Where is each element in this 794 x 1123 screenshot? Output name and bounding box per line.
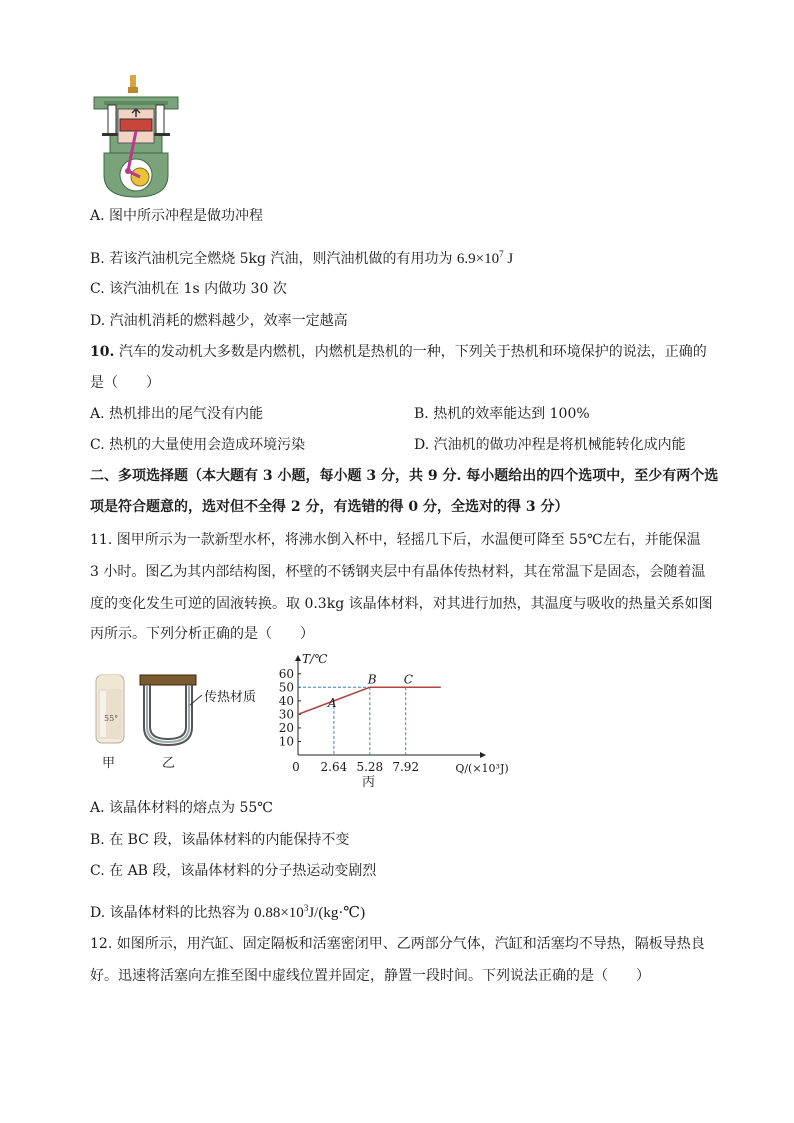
- q11-d-exponent: 3: [303, 903, 309, 913]
- y-tick-label: 40: [278, 693, 294, 708]
- q12-stem-line1: 12. 如图所示，用汽缸、固定隔板和活塞密闭甲、乙两部分气体，汽缸和活塞均不导热，隔板导热良: [90, 936, 705, 952]
- y-tick-label: 10: [278, 734, 294, 749]
- q11-option-a: A. 该晶体材料的熔点为 55℃: [90, 800, 273, 816]
- cup-figure: [96, 675, 124, 743]
- temperature-series-line: [298, 687, 441, 714]
- q10-option-c: C. 热机的大量使用会造成环境污染: [90, 437, 306, 453]
- figure-jia-label: 甲: [102, 756, 116, 771]
- spark-plug-icon: [130, 75, 136, 89]
- x-tick-label: 5.28: [356, 760, 384, 774]
- y-axis-label: T/℃: [302, 652, 328, 666]
- q9-option-b: [90, 244, 513, 269]
- q9-option-b-value: [457, 251, 513, 267]
- q11-option-d-value: [254, 905, 365, 921]
- point-label-a: A: [327, 695, 337, 710]
- q11-stem-line4: 丙所示。下列分析正确的是（ ）: [90, 626, 314, 642]
- temperature-heat-chart: [279, 652, 509, 775]
- q10-stem-line1: [90, 342, 707, 362]
- engine-cylinder-figure: [90, 75, 182, 200]
- q11-d-unit: J/(kg·℃): [308, 905, 366, 921]
- y-tick-label: 20: [278, 720, 294, 735]
- point-label-c: C: [403, 672, 413, 687]
- cup-structure-figure: [140, 675, 202, 745]
- q10-stem-line2: 是（ ）: [90, 375, 160, 391]
- y-tick-label: 60: [278, 666, 294, 681]
- q9-b-unit: J: [507, 251, 514, 267]
- q9-option-c: C. 该汽油机在 1s 内做功 30 次: [90, 281, 287, 297]
- q11-stem-line2: 3 小时。图乙为其内部结构图，杯壁的不锈钢夹层中有晶体传热材料，其在常温下是固态，会随着温: [90, 564, 706, 580]
- q10-number: 10.: [90, 344, 115, 360]
- material-label: 传热材质: [204, 690, 257, 705]
- x-axis-label: Q/(×10³J): [455, 762, 509, 775]
- q11-stem-line3: 度的变化发生可逆的固液转换。取 0.3kg 该晶体材料，对其进行加热，其温度与吸收的热量关系如图: [90, 596, 713, 612]
- x-tick-label: 7.92: [392, 760, 420, 774]
- section2-heading-line2: 项是符合题意的，选对但不全得 2 分，有选错的得 0 分，全选对的得 3 分）: [90, 499, 569, 515]
- q10-stem-text: 汽车的发动机大多数是内燃机，内燃机是热机的一种，下列关于热机和环境保护的说法，正确的: [118, 344, 707, 360]
- q11-option-d-text: D. 该晶体材料的比热容为: [90, 905, 250, 921]
- x-axis-arrow-icon: [480, 752, 486, 758]
- q11-option-d: [90, 898, 365, 923]
- q10-option-a: A. 热机排出的尾气没有内能: [90, 406, 264, 422]
- q12-stem-line2: 好。迅速将活塞向左推至图中虚线位置并固定，静置一段时间。下列说法正确的是（ ）: [90, 968, 650, 984]
- q9-option-d: D. 汽油机消耗的燃料越少，效率一定越高: [90, 313, 348, 329]
- q9-b-mantissa: 6.9×10: [456, 251, 500, 267]
- y-axis-arrow-icon: [295, 655, 301, 661]
- x-tick-label: 0: [292, 760, 300, 774]
- q11-figure: [90, 645, 509, 790]
- q11-option-c: C. 在 AB 段，该晶体材料的分子热运动变剧烈: [90, 863, 377, 879]
- figure-yi-label: 乙: [162, 756, 176, 771]
- q10-option-b: B. 热机的效率能达到 100%: [414, 406, 590, 422]
- cup-label: 55°: [104, 714, 119, 723]
- q9-b-exponent: 7: [499, 249, 504, 259]
- point-label-b: B: [367, 672, 377, 687]
- figure-bing-label: 丙: [362, 775, 376, 790]
- q11-stem-line1: 11. 图甲所示为一款新型水杯，将沸水倒入杯中，轻摇几下后，水温便可降至 55℃左右，并能保温: [90, 532, 701, 548]
- y-tick-label: 30: [278, 707, 294, 722]
- x-tick-label: 2.64: [320, 760, 348, 774]
- q9-option-b-text: B. 若该汽油机完全燃烧 5kg 汽油，则汽油机做的有用功为: [90, 251, 453, 267]
- q9-option-a: A. 图中所示冲程是做功冲程: [90, 208, 264, 224]
- q11-d-mantissa: 0.88×10: [254, 905, 304, 921]
- q11-option-b: B. 在 BC 段，该晶体材料的内能保持不变: [90, 832, 350, 848]
- y-tick-label: 50: [278, 680, 294, 695]
- section2-heading-line1: 二、多项选择题（本大题有 3 小题，每小题 3 分，共 9 分. 每小题给出的四个选项中，至少有两个选: [90, 468, 719, 484]
- q10-option-d: D. 汽油机的做功冲程是将机械能转化成内能: [414, 437, 686, 453]
